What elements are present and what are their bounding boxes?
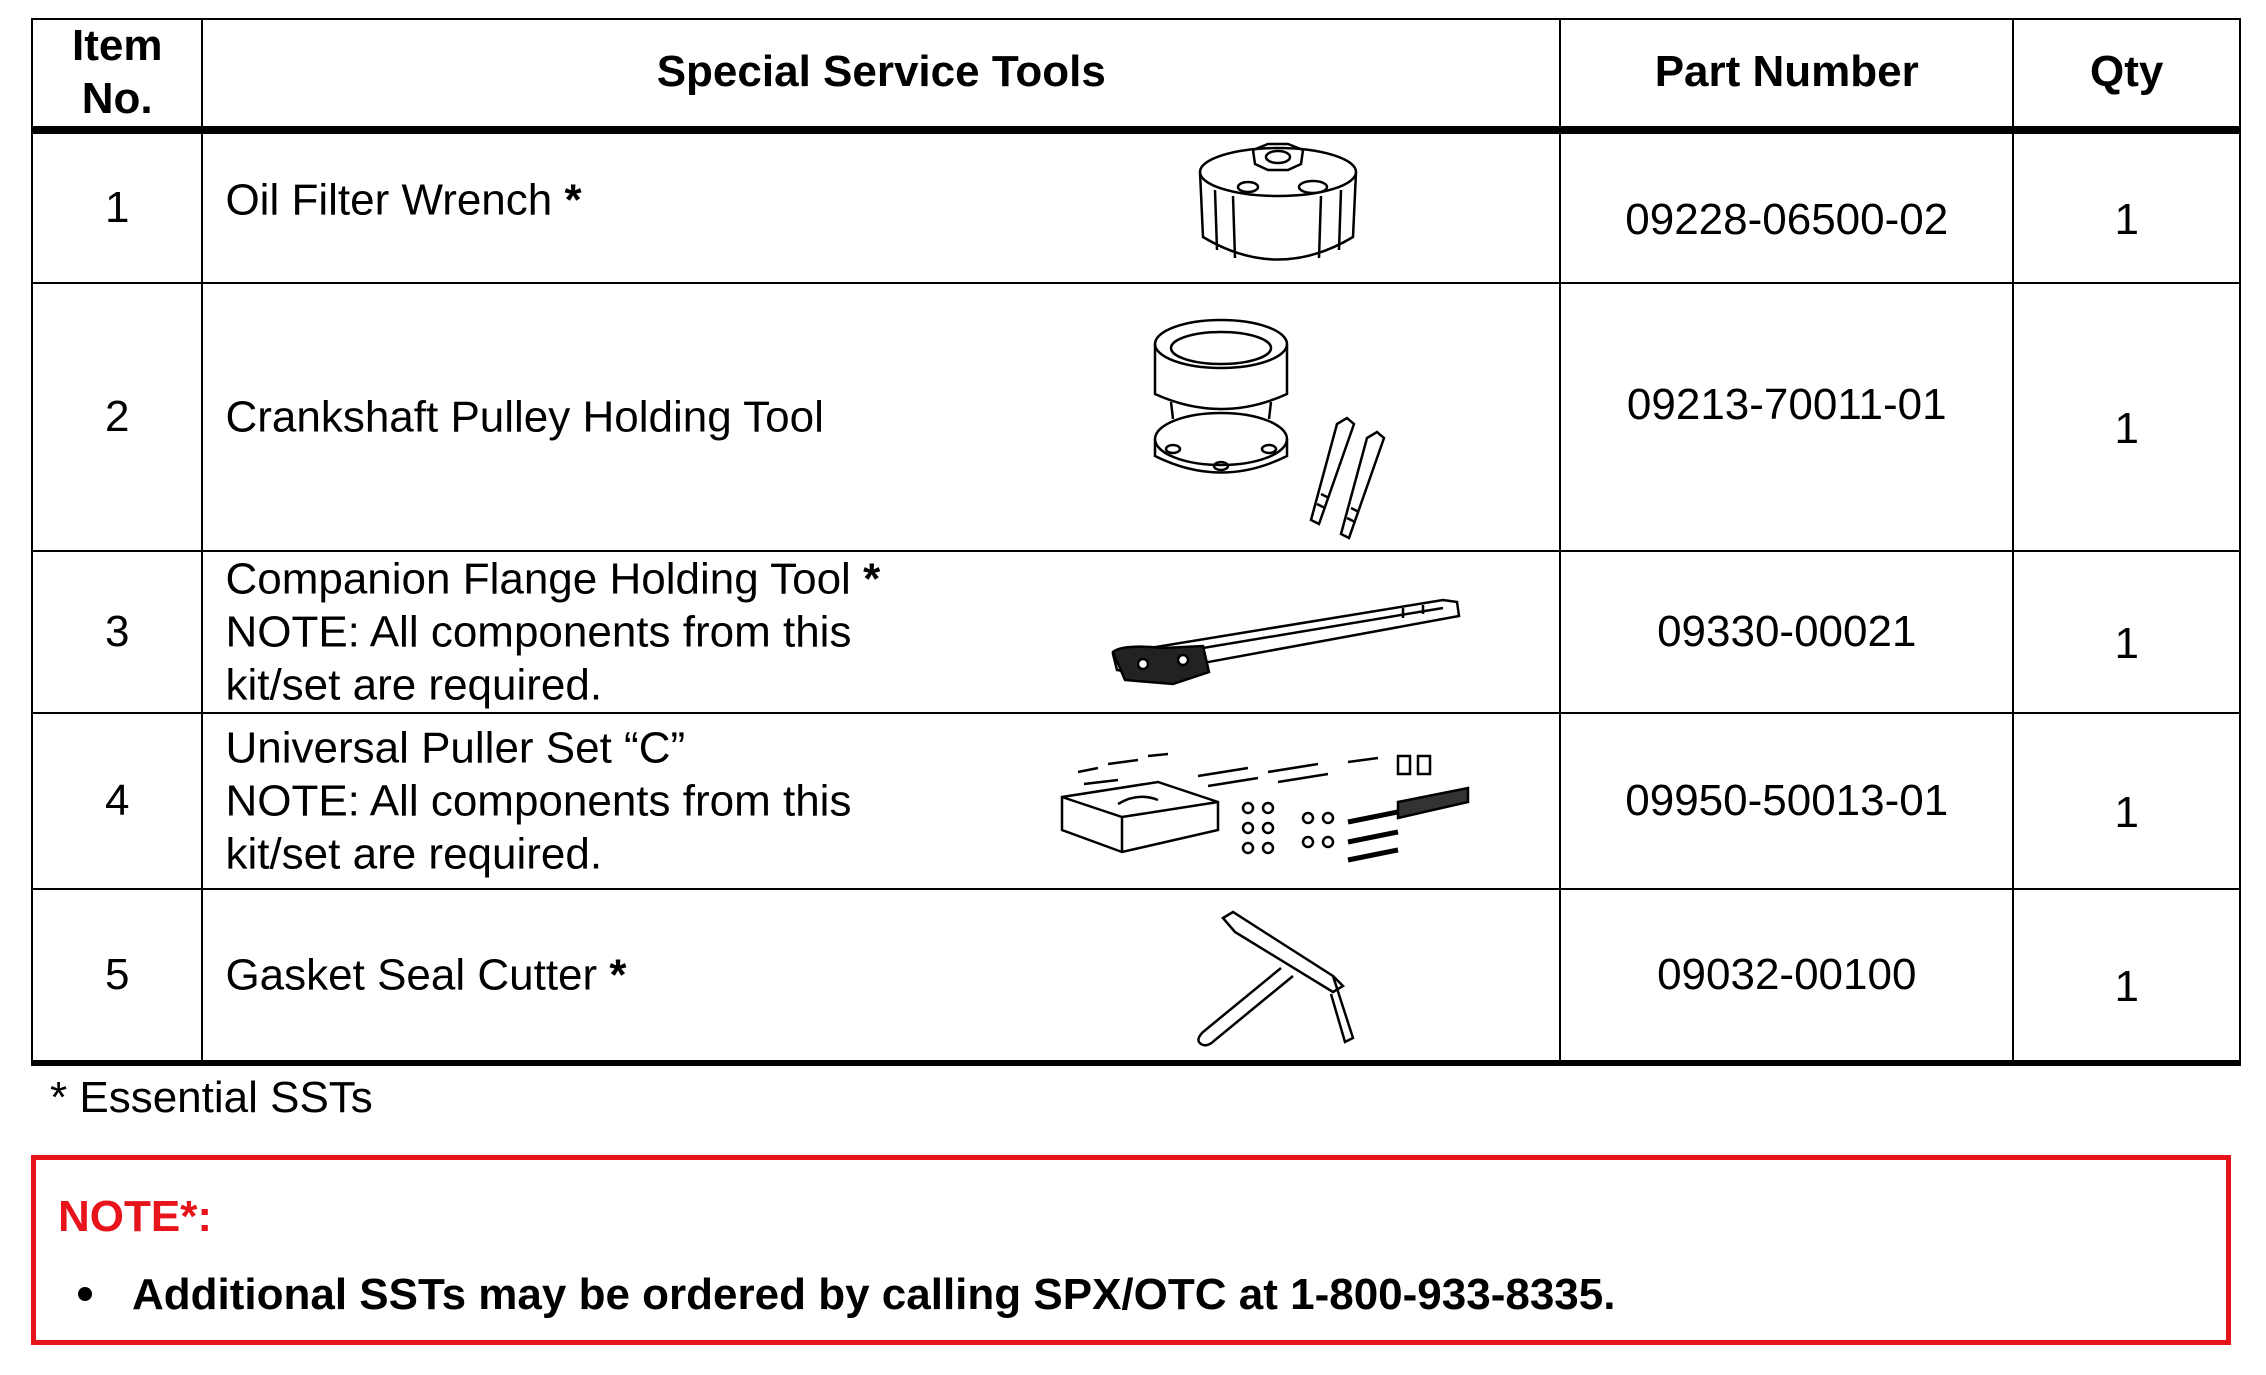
part-number: 09330-00021: [1657, 606, 1917, 656]
tool-cell: [202, 130, 1560, 283]
crankshaft-pulley-holding-tool-icon: [1151, 314, 1411, 544]
part-number: 09228-06500-02: [1625, 194, 1949, 244]
quantity: 1: [2114, 961, 2139, 1011]
table-row: [32, 551, 2240, 713]
essential-marker: *: [564, 175, 582, 225]
tool-name: Gasket Seal Cutter: [225, 950, 598, 1000]
item-number: 3: [32, 551, 202, 713]
header-special-service-tools: Special Service Tools: [202, 19, 1560, 130]
item-number: 4: [32, 713, 202, 889]
tool-note: NOTE: All components from this: [225, 776, 852, 826]
tool-cell: [202, 551, 1560, 713]
note-title: NOTE*:: [58, 1192, 212, 1241]
tool-cell: [202, 889, 1560, 1063]
header-item-no: [32, 19, 202, 130]
tool-note: NOTE: All components from this: [225, 607, 852, 657]
tool-name: Oil Filter Wrench: [225, 175, 553, 225]
bullet-icon: [78, 1287, 92, 1301]
tool-name: Companion Flange Holding Tool: [225, 554, 851, 604]
tool-name: Universal Puller Set “C”: [225, 723, 686, 773]
item-number: 1: [32, 130, 202, 283]
essential-marker: *: [609, 950, 627, 1000]
quantity: 1: [2114, 194, 2139, 244]
table-row: [32, 713, 2240, 889]
part-number: 09213-70011-01: [1626, 379, 1947, 429]
table-header-row: [32, 19, 2240, 130]
essential-marker: *: [863, 554, 881, 604]
quantity: 1: [2114, 403, 2139, 453]
header-item-line1: Item: [71, 21, 163, 70]
table-row: [32, 130, 2240, 283]
essential-footnote: * Essential SSTs: [50, 1073, 373, 1122]
quantity: 1: [2114, 787, 2139, 837]
note-bullet: [78, 1270, 1615, 1320]
header-item-line2: No.: [81, 73, 153, 123]
universal-puller-set-icon: [1058, 742, 1478, 872]
note-box: [31, 1155, 2231, 1345]
note-bullet-text: Additional SSTs may be ordered by calling SPX/OTC at 1-800-933-8335.: [132, 1270, 1616, 1319]
tool-name: Crankshaft Pulley Holding Tool: [225, 392, 824, 442]
special-service-tools-table: [31, 18, 2241, 1066]
header-qty: Qty: [2013, 19, 2240, 130]
tool-cell: [202, 283, 1560, 551]
table-row: [32, 889, 2240, 1063]
quantity: 1: [2114, 618, 2139, 668]
tool-note: kit/set are required.: [225, 829, 603, 879]
table-row: [32, 283, 2240, 551]
part-number: 09032-00100: [1657, 949, 1917, 999]
gasket-seal-cutter-icon: [1183, 908, 1363, 1053]
tool-cell: [202, 713, 1560, 889]
companion-flange-holding-tool-icon: [1103, 592, 1463, 692]
header-part-number: Part Number: [1560, 19, 2013, 130]
item-number: 2: [32, 283, 202, 551]
part-number: 09950-50013-01: [1625, 775, 1949, 825]
tool-note: kit/set are required.: [225, 660, 603, 710]
item-number: 5: [32, 889, 202, 1063]
oil-filter-wrench-icon: [1193, 142, 1363, 274]
